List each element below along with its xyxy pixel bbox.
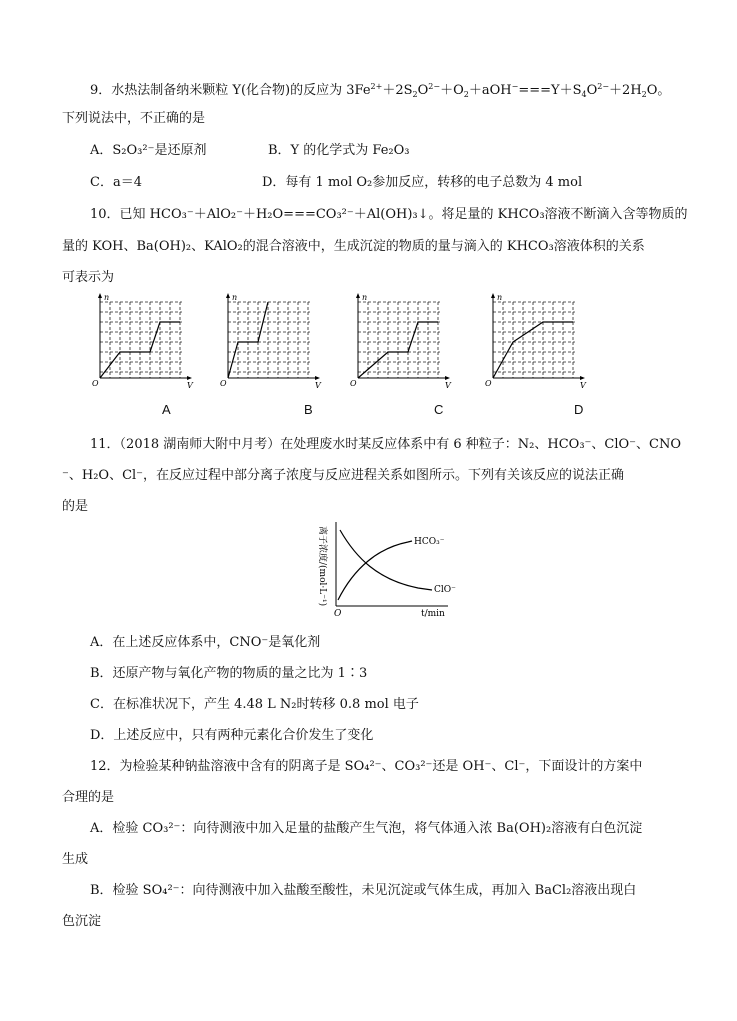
q9-stem: [90, 78, 670, 104]
q12-option-a-line2: 生成: [62, 852, 89, 867]
q9-stem-line2: 下列说法中，不正确的是: [62, 111, 206, 126]
q12-option-b-line2: 色沉淀: [62, 914, 102, 929]
q11-option-a: A．在上述反应体系中，CNO⁻是氧化剂: [90, 635, 321, 650]
svg-text:n: n: [232, 293, 238, 302]
q10-graph-c: [348, 290, 458, 390]
q9-stem-text: 2: [463, 90, 469, 99]
svg-text:n: n: [104, 293, 110, 302]
svg-text:O: O: [92, 379, 99, 388]
q9-stem-text: O: [417, 83, 429, 98]
svg-text:V: V: [580, 381, 586, 390]
q9-stem-text: O。: [646, 83, 671, 98]
q10-stem-line1: 10．已知 HCO₃⁻＋AlO₂⁻＋H₂O===CO₃²⁻＋Al(OH)₃↓。将足量的 KHCO₃溶液不断滴入含等物质的: [90, 207, 688, 222]
q11-option-d: D．上述反应中，只有两种元素化合价发生了变化: [90, 728, 374, 743]
q11-stem-line2: ⁻、H₂O、Cl⁻，在反应过程中部分离子浓度与反应进程关系如图所示。下列有关该反应的说法正确: [62, 468, 625, 483]
q10-label-c: C: [434, 402, 444, 417]
q10-graph-b: [218, 290, 328, 390]
svg-text:V: V: [445, 381, 451, 390]
q9-option-c: C．a＝4: [90, 175, 142, 190]
q10-label-a: A: [162, 402, 171, 417]
q12-stem-line2: 合理的是: [62, 790, 115, 805]
q11-x-axis-label: t/min: [421, 609, 445, 618]
svg-text:O: O: [485, 379, 492, 388]
q9-stem-text: 2+: [370, 82, 383, 91]
q9-stem-text: ＋O: [440, 83, 464, 98]
q10-graph-d: [483, 290, 593, 390]
q12-option-b-line1: B．检验 SO₄²⁻：向待测液中加入盐酸至酸性，未见沉淀或气体生成，再加入 BaCl₂溶液出现白: [90, 883, 637, 898]
q9-stem-text: 2: [412, 90, 418, 99]
svg-text:V: V: [187, 381, 193, 390]
q9-stem-text: 4: [581, 90, 587, 99]
q11-concentration-figure: [308, 518, 458, 618]
svg-text:V: V: [315, 381, 321, 390]
q9-option-b: B．Y 的化学式为 Fe₂O₃: [268, 143, 410, 158]
q9-stem-text: 2: [641, 90, 647, 99]
q9-stem-text: 2−: [428, 82, 441, 91]
q9-stem-text: ===Y＋S: [518, 83, 582, 98]
svg-text:O: O: [220, 379, 227, 388]
q11-curve-clo: ClO⁻: [434, 585, 456, 595]
q10-label-d: D: [574, 402, 584, 417]
q10-stem-line3: 可表示为: [62, 270, 115, 285]
q9-option-d: D．每有 1 mol O₂参加反应，转移的电子总数为 4 mol: [262, 175, 583, 190]
q9-option-a: A．S₂O₃²⁻是还原剂: [90, 143, 207, 158]
q11-stem-line3: 的是: [62, 499, 89, 514]
q10-graph-a: [90, 290, 200, 390]
q10-label-b: B: [304, 402, 313, 417]
svg-text:n: n: [497, 293, 503, 302]
q9-stem-text: 2−: [597, 82, 610, 91]
q11-y-axis-label: 离子浓度/(mol·L⁻¹): [317, 526, 327, 607]
q10-stem-line2: 量的 KOH、Ba(OH)₂、KAlO₂的混合溶液中，生成沉淀的物质的量与滴入的 KHCO₃溶液体积的关系: [62, 239, 645, 254]
q11-option-b: B．还原产物与氧化产物的物质的量之比为 1∶3: [90, 666, 368, 681]
q9-stem-text: ＋2S: [382, 83, 413, 98]
q12-stem-line1: 12．为检验某种钠盐溶液中含有的阴离子是 SO₄²⁻、CO₃²⁻还是 OH⁻、Cl⁻，下面设计的方案中: [90, 759, 643, 774]
q11-curve-hco3: HCO₃⁻: [414, 537, 445, 547]
q12-option-a-line1: A．检验 CO₃²⁻：向待测液中加入足量的盐酸产生气泡，将气体通入浓 Ba(OH)₂溶液有白色沉淀: [90, 821, 643, 836]
q11-option-c: C．在标准状况下，产生 4.48 L N₂时转移 0.8 mol 电子: [90, 697, 419, 712]
q9-stem-text: 9．水热法制备纳米颗粒 Y(化合物)的反应为 3Fe: [90, 83, 371, 98]
q11-stem-line1: 11．（2018 湖南师大附中月考）在处理废水时某反应体系中有 6 种粒子：N₂、HCO₃⁻、ClO⁻、CNO: [90, 437, 681, 452]
q11-origin: O: [334, 609, 342, 618]
q9-stem-text: ＋2H: [609, 83, 642, 98]
q9-stem-text: −: [511, 82, 519, 91]
svg-text:O: O: [350, 379, 357, 388]
q9-stem-text: ＋aOH: [468, 83, 512, 98]
q9-stem-text: O: [586, 83, 598, 98]
svg-text:n: n: [362, 293, 368, 302]
